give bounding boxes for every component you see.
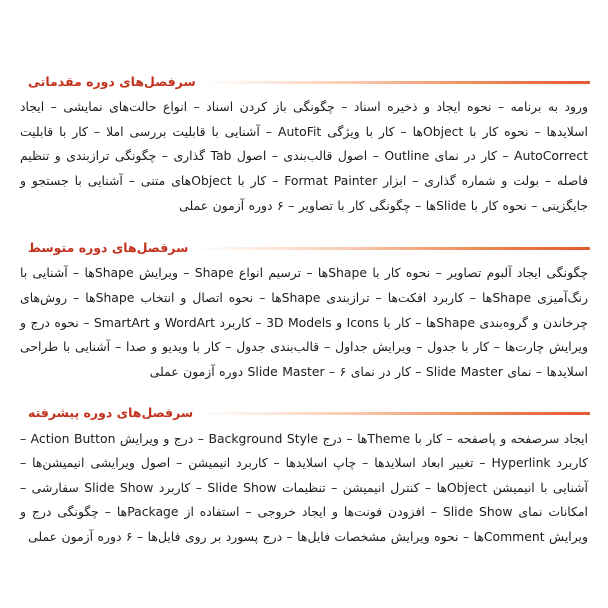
section-intermediate [18,240,590,384]
section-heading-row [18,405,590,421]
section-body-advanced: ایجاد سرصفحه و پاصفحه – کار با Themeها – درج Background Style – درج و ویرایش Action Button – کاربرد Hyperlink – تغییر ابعاد اسلایدها – چاپ اسلایدها – کاربرد انیمیشن – اصول ویرایشی انیمیشن‌ها – آشنایی با انیمیشن Objectها – کنترل انیمیشن – تنظیمات Slide Show – کاربرد Slide Show سفارشی – امکانات نمای Slide Show – افزودن فونت‌ها و ایجاد خروجی – استفاده از Packageها – چگونگی درج و ویرایش Commentها – نحوه ویرایش مشخصات فایل‌ها – درج پسورد بر روی فایل‌ها – ۶ دوره آزمون عملی [20,430,588,545]
section-body-introductory: ورود به برنامه – نحوه ایجاد و ذخیره اسناد – چگونگی باز کردن اسناد – انواع حالت‌های نمایشی – ایجاد اسلایدها – نحوه کار با Objectها – کار با ویژگی AutoFit – آشنایی با قابلیت بررسی املا – کار با قابلیت AutoCorrect – کار در نمای Outline – اصول قالب‌بندی – اصول Tab گذاری – چگونگی ترازبندی و تنظیم فاصله – بولت و شماره گذاری – ابزار Format Painter – کار با Objectهای متنی – آشنایی با جستجو و جایگزینی – نحوه کار با Slideها – چگونگی کار با تصاویر – ۶ دوره آزمون عملی [20,99,589,213]
section-rule-line [195,412,590,415]
section-introductory [18,74,590,218]
section-body-intermediate: چگونگی ایجاد آلبوم تصاویر – نحوه کار با Shapeها – ترسیم انواع Shape – ویرایش Shapeها – آشنایی با رنگ‌آمیزی Shapeها – کاربرد افکت‌ها – ترازبندی Shapeها – نحوه اتصال و انتخاب Shapeها – روش‌های چرخاندن و گروه‌بندی Shapeها – کار با Icons و 3D Models – کاربرد WordArt و SmartArt – نحوه درج و ویرایش چارت‌ها – کار با جدول – ویرایش جداول – قالب‌بندی جدول – کار با ویدیو و صدا – آشنایی با طراحی اسلایدها – نمای Slide Master – کار در نمای Slide Master – ۶ دوره آزمون عملی [20,265,588,379]
section-title-advanced: سرفصل‌های دوره پیشرفته [28,405,194,421]
section-advanced [18,405,590,549]
section-heading-row [18,74,590,90]
section-title-introductory: سرفصل‌های دوره مقدماتی [28,74,196,89]
top-margin [18,0,590,74]
section-gap [18,384,590,405]
section-title-intermediate: سرفصل‌های دوره متوسط [28,240,189,256]
section-gap [18,218,590,240]
section-rule-line [198,81,590,84]
section-heading-row [18,240,590,256]
section-rule-line [190,247,590,250]
